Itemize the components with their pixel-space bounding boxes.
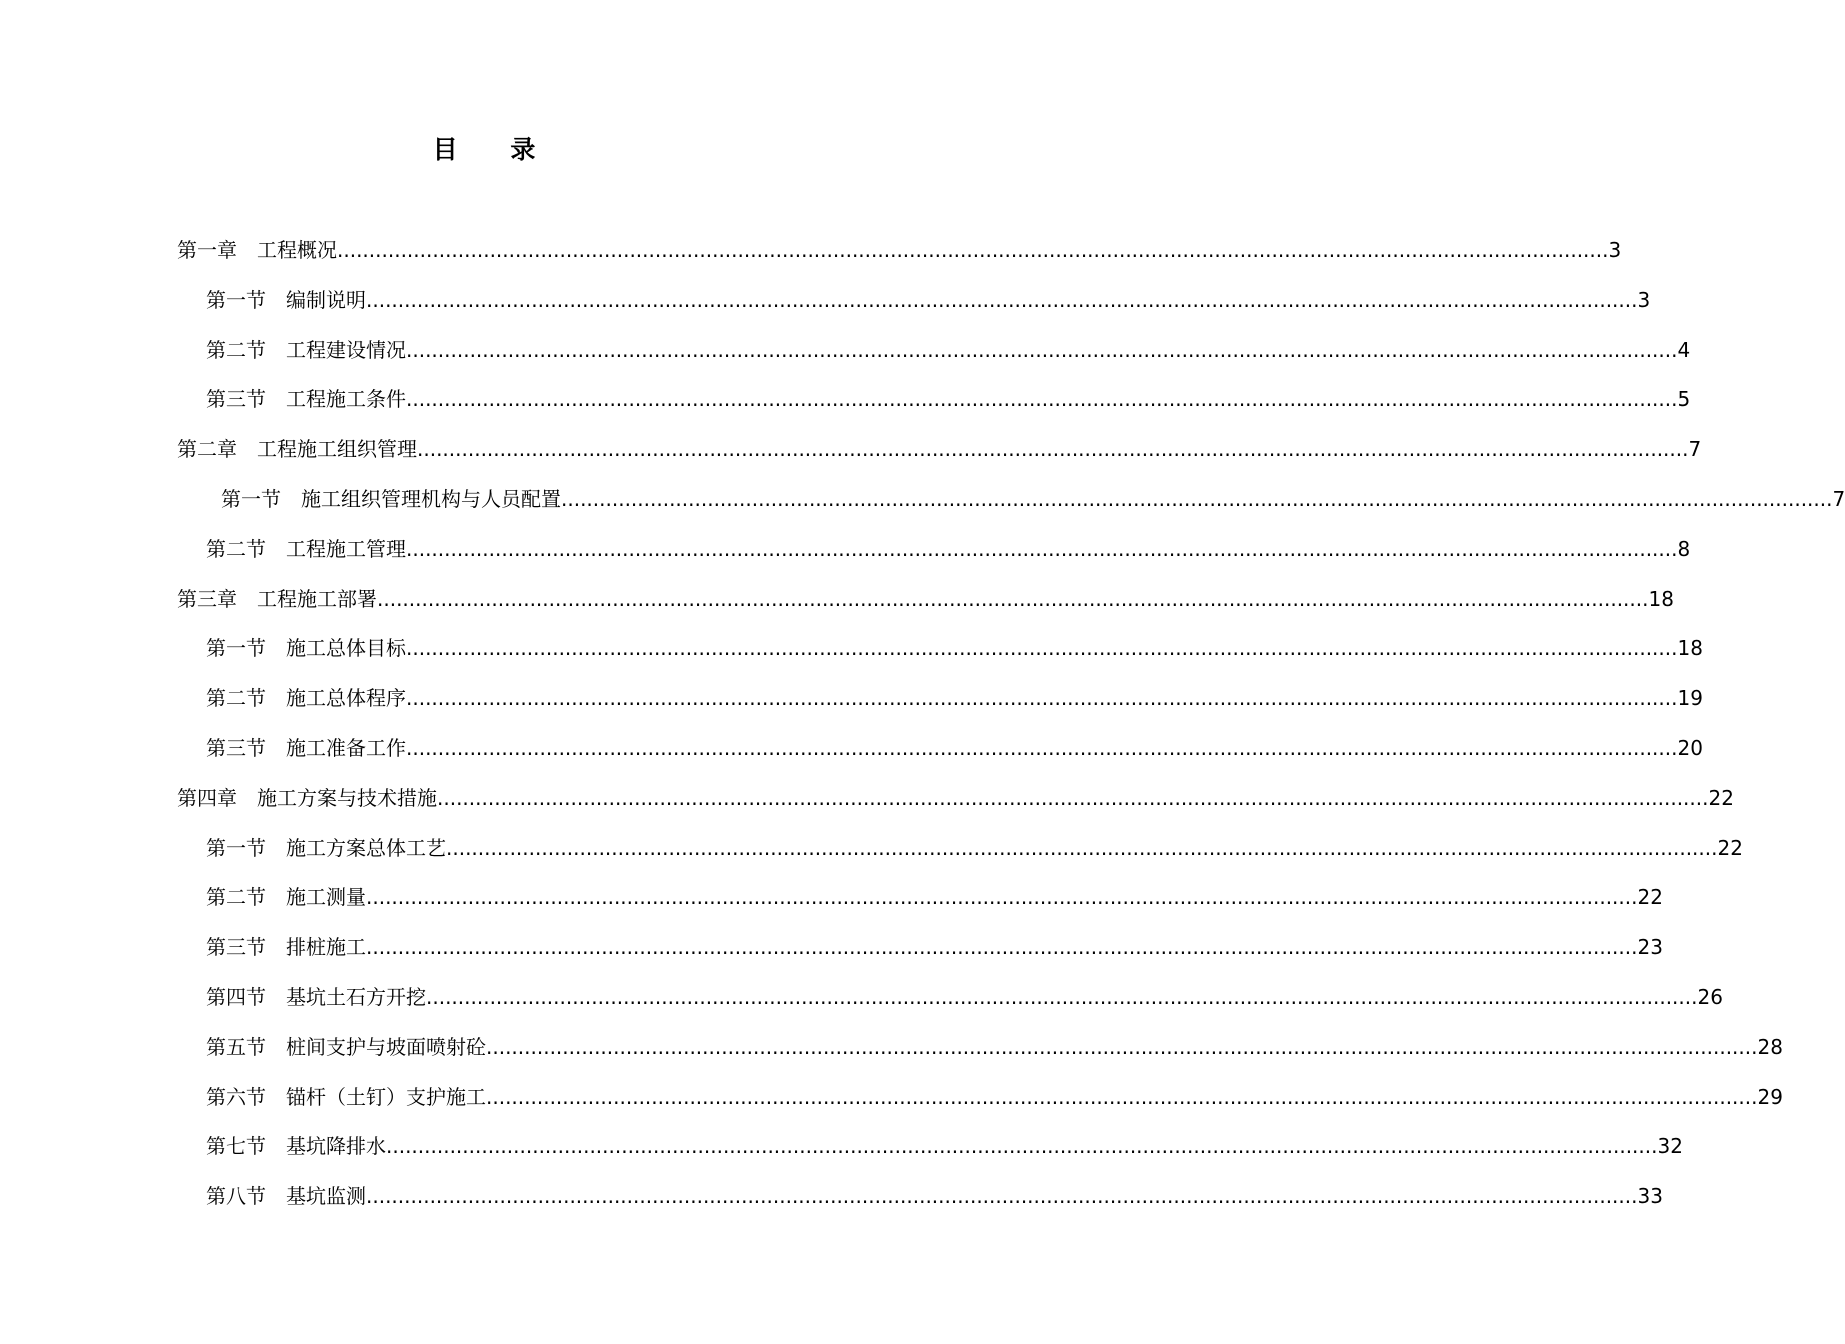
toc-entry-text [177, 778, 1734, 818]
toc-section[interactable] [0, 330, 1691, 380]
toc-section[interactable] [0, 1077, 1783, 1127]
toc-chapter[interactable] [0, 429, 1702, 479]
toc-entry-text [221, 479, 1845, 519]
toc-entry-title: 工程建设情况 [286, 337, 406, 362]
toc-entry-label: 第八节 [206, 1184, 266, 1209]
toc-page-number: 22 [1717, 835, 1743, 860]
toc-page-number: 32 [1657, 1134, 1683, 1159]
toc-entry-text [177, 429, 1702, 469]
toc-leader-dots: ........................................................................................................................................................................................................ [366, 287, 1638, 312]
toc-leader-dots: ........................................................................................................................................................................................................ [366, 935, 1638, 960]
toc-page-number: 33 [1637, 1184, 1663, 1209]
toc-entry-title: 施工总体程序 [286, 686, 406, 711]
toc-entry-label: 第二节 [206, 686, 266, 711]
toc-entry-text [206, 1027, 1783, 1067]
toc-entry-title: 施工组织管理机构与人员配置 [301, 486, 561, 511]
toc-leader-dots: ........................................................................................................................................................................................................ [406, 387, 1678, 412]
toc-entry-title: 工程施工部署 [257, 586, 377, 611]
toc-page-number: 18 [1677, 636, 1703, 661]
toc-leader-dots: ........................................................................................................................................................................................................ [561, 486, 1833, 511]
toc-entry-title: 基坑监测 [286, 1184, 366, 1209]
toc-entry-label: 第一章 [177, 238, 237, 262]
toc-leader-dots: ........................................................................................................................................................................................................ [437, 785, 1709, 810]
toc-section[interactable] [0, 379, 1691, 429]
toc-section[interactable] [0, 479, 1845, 529]
toc-entry-text [206, 529, 1691, 569]
toc-entry-title: 施工测量 [286, 885, 366, 910]
toc-entry-text [177, 579, 1674, 619]
toc-entry-label: 第五节 [206, 1034, 266, 1059]
toc-entry-text [177, 230, 1622, 270]
toc-entry-label: 第二节 [206, 337, 266, 362]
toc-entry-label: 第二节 [206, 885, 266, 910]
toc-entry-label: 第二节 [206, 536, 266, 561]
toc-entry-text [206, 678, 1703, 718]
toc-leader-dots: ........................................................................................................................................................................................................ [406, 686, 1678, 711]
toc-section[interactable] [0, 1027, 1783, 1077]
toc-section[interactable] [0, 828, 1743, 878]
toc-entry-label: 第七节 [206, 1134, 266, 1159]
toc-page-number: 8 [1677, 536, 1691, 561]
toc-entry-text [206, 977, 1723, 1017]
toc-entry-label: 第六节 [206, 1084, 266, 1109]
toc-section[interactable] [0, 1176, 1663, 1226]
toc-page-number: 7 [1688, 437, 1702, 462]
toc-page-number: 3 [1608, 238, 1622, 262]
toc-leader-dots: ........................................................................................................................................................................................................ [417, 437, 1689, 462]
toc-entry-text [206, 927, 1663, 967]
toc-entry-title: 施工方案与技术措施 [257, 785, 437, 810]
toc-entry-label: 第三节 [206, 735, 266, 760]
toc-page-number: 7 [1832, 486, 1845, 511]
toc-entry-title: 施工准备工作 [286, 735, 406, 760]
toc-page-number: 20 [1677, 735, 1703, 760]
toc-leader-dots: ........................................................................................................................................................................................................ [406, 636, 1678, 661]
toc-entry-title: 基坑土石方开挖 [286, 984, 426, 1009]
toc-section[interactable] [0, 628, 1703, 678]
toc-page-number: 22 [1637, 885, 1663, 910]
page-title: 目 录 [432, 135, 558, 164]
toc-leader-dots: ........................................................................................................................................................................................................ [426, 984, 1698, 1009]
toc-leader-dots: ........................................................................................................................................................................................................ [406, 536, 1678, 561]
toc-page-number: 26 [1697, 984, 1723, 1009]
toc-leader-dots: ........................................................................................................................................................................................................ [486, 1084, 1758, 1109]
toc-section[interactable] [0, 1126, 1683, 1176]
toc-entry-title: 工程施工管理 [286, 536, 406, 561]
toc-page-number: 4 [1677, 337, 1691, 362]
toc-section[interactable] [0, 280, 1651, 330]
table-of-contents [0, 230, 1845, 1226]
toc-entry-text [206, 877, 1663, 917]
toc-entry-title: 锚杆（土钉）支护施工 [286, 1084, 486, 1109]
toc-leader-dots: ........................................................................................................................................................................................................ [386, 1134, 1658, 1159]
toc-entry-text [206, 379, 1691, 419]
toc-page-number: 29 [1757, 1084, 1783, 1109]
toc-entry-title: 施工总体目标 [286, 636, 406, 661]
toc-entry-label: 第二章 [177, 437, 237, 462]
toc-entry-text [206, 1077, 1783, 1117]
toc-entry-label: 第三节 [206, 935, 266, 960]
toc-entry-title: 工程施工条件 [286, 387, 406, 412]
toc-entry-label: 第三章 [177, 586, 237, 611]
toc-page-number: 3 [1637, 287, 1651, 312]
toc-entry-text [206, 1126, 1683, 1166]
toc-entry-title: 工程概况 [257, 238, 337, 262]
toc-entry-title: 排桩施工 [286, 935, 366, 960]
toc-page-number: 5 [1677, 387, 1691, 412]
toc-leader-dots: ........................................................................................................................................................................................................ [366, 1184, 1638, 1209]
toc-leader-dots: ........................................................................................................................................................................................................ [406, 337, 1678, 362]
toc-chapter[interactable] [0, 579, 1674, 629]
toc-leader-dots: ........................................................................................................................................................................................................ [377, 586, 1649, 611]
toc-entry-text [206, 728, 1703, 768]
toc-leader-dots: ........................................................................................................................................................................................................ [337, 238, 1609, 262]
toc-entry-title: 桩间支护与坡面喷射砼 [286, 1034, 486, 1059]
toc-section[interactable] [0, 529, 1691, 579]
toc-leader-dots: ........................................................................................................................................................................................................ [406, 735, 1678, 760]
toc-entry-label: 第四节 [206, 984, 266, 1009]
toc-page-number: 18 [1648, 586, 1674, 611]
toc-chapter[interactable] [0, 230, 1622, 280]
toc-page-number: 19 [1677, 686, 1703, 711]
toc-entry-title: 编制说明 [286, 287, 366, 312]
toc-entry-text [206, 330, 1691, 370]
toc-leader-dots: ........................................................................................................................................................................................................ [446, 835, 1718, 860]
toc-page-number: 22 [1708, 785, 1734, 810]
toc-entry-title: 施工方案总体工艺 [286, 835, 446, 860]
toc-entry-text [206, 280, 1651, 320]
toc-entry-label: 第一节 [221, 486, 281, 511]
toc-page-number: 28 [1757, 1034, 1783, 1059]
toc-entry-title: 基坑降排水 [286, 1134, 386, 1159]
toc-section[interactable] [0, 728, 1703, 778]
toc-entry-label: 第四章 [177, 785, 237, 810]
toc-section[interactable] [0, 927, 1663, 977]
toc-entry-text [206, 1176, 1663, 1216]
toc-leader-dots: ........................................................................................................................................................................................................ [486, 1034, 1758, 1059]
toc-section[interactable] [0, 877, 1663, 927]
toc-entry-label: 第一节 [206, 835, 266, 860]
toc-entry-text [206, 628, 1703, 668]
toc-entry-label: 第一节 [206, 636, 266, 661]
toc-entry-label: 第一节 [206, 287, 266, 312]
toc-section[interactable] [0, 678, 1703, 728]
toc-entry-title: 工程施工组织管理 [257, 437, 417, 462]
toc-entry-label: 第三节 [206, 387, 266, 412]
toc-leader-dots: ........................................................................................................................................................................................................ [366, 885, 1638, 910]
toc-section[interactable] [0, 977, 1723, 1027]
toc-chapter[interactable] [0, 778, 1734, 828]
toc-entry-text [206, 828, 1743, 868]
toc-page-number: 23 [1637, 935, 1663, 960]
